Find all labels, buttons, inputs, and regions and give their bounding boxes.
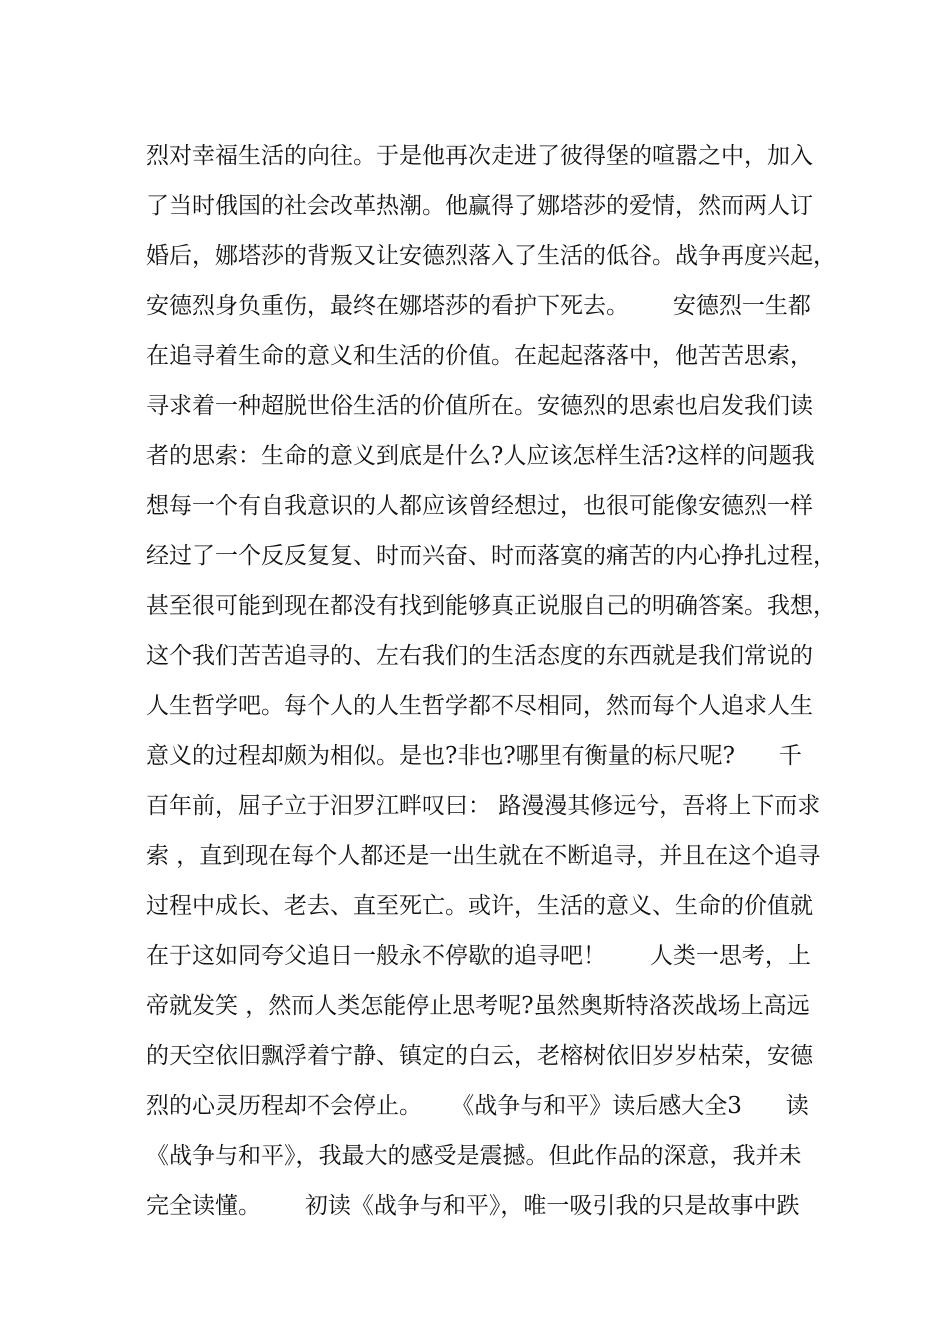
- body-text: [146, 131, 836, 1231]
- text-line: 《战争与和平》，我最大的感受是震撼。但此作品的深意，我并未: [146, 1143, 802, 1169]
- text-line: 索 ，直到现在每个人都还是一出生就在不断追寻，并且在这个追寻: [146, 843, 821, 869]
- text-line: 人生哲学吧。每个人的人生哲学都不尽相同，然而每个人追求人生: [146, 693, 813, 719]
- text-line: 烈的心灵历程却不会停止。 《战争与和平》读后感大全3 读: [146, 1093, 809, 1119]
- text-line: 在于这如同夸父追日一般永不停歇的追寻吧！ 人类一思考，上: [146, 943, 811, 969]
- text-line: 烈对幸福生活的向往。于是他再次走进了彼得堡的喧嚣之中，加入: [146, 143, 813, 169]
- text-line: 想每一个有自我意识的人都应该曾经想过，也很可能像安德烈一样: [146, 493, 813, 519]
- text-line: 甚至很可能到现在都没有找到能够真正说服自己的明确答案。我想，: [146, 593, 836, 619]
- text-line: 帝就发笑 ，然而人类怎能停止思考呢?虽然奥斯特洛茨战场上高远: [146, 993, 810, 1019]
- text-line: 了当时俄国的社会改革热潮。他赢得了娜塔莎的爱情，然而两人订: [146, 193, 813, 219]
- text-line: 安德烈身负重伤，最终在娜塔莎的看护下死去。 安德烈一生都: [146, 293, 811, 319]
- text-line: 在追寻着生命的意义和生活的价值。在起起落落中，他苦苦思索，: [146, 343, 813, 369]
- text-line: 百年前，屈子立于汨罗江畔叹曰： 路漫漫其修远兮，吾将上下而求: [146, 793, 821, 819]
- text-line: 婚后，娜塔莎的背叛又让安德烈落入了生活的低谷。战争再度兴起，: [146, 243, 836, 269]
- text-line: 的天空依旧飘浮着宁静、镇定的白云，老榕树依旧岁岁枯荣，安德: [146, 1043, 813, 1069]
- text-line: 过程中成长、老去、直至死亡。或许，生活的意义、生命的价值就: [146, 893, 813, 919]
- text-line: 完全读懂。 初读《战争与和平》，唯一吸引我的只是故事中跌: [146, 1193, 800, 1219]
- text-line: 这个我们苦苦追寻的、左右我们的生活态度的东西就是我们常说的: [146, 643, 813, 669]
- text-line: 者的思索：生命的意义到底是什么?人应该怎样生活?这样的问题我: [146, 443, 815, 469]
- text-line: 经过了一个反反复复、时而兴奋、时而落寞的痛苦的内心挣扎过程，: [146, 543, 836, 569]
- text-line: 意义的过程却颇为相似。是也?非也?哪里有衡量的标尺呢? 千: [146, 743, 802, 769]
- text-line: 寻求着一种超脱世俗生活的价值所在。安德烈的思索也启发我们读: [146, 393, 813, 419]
